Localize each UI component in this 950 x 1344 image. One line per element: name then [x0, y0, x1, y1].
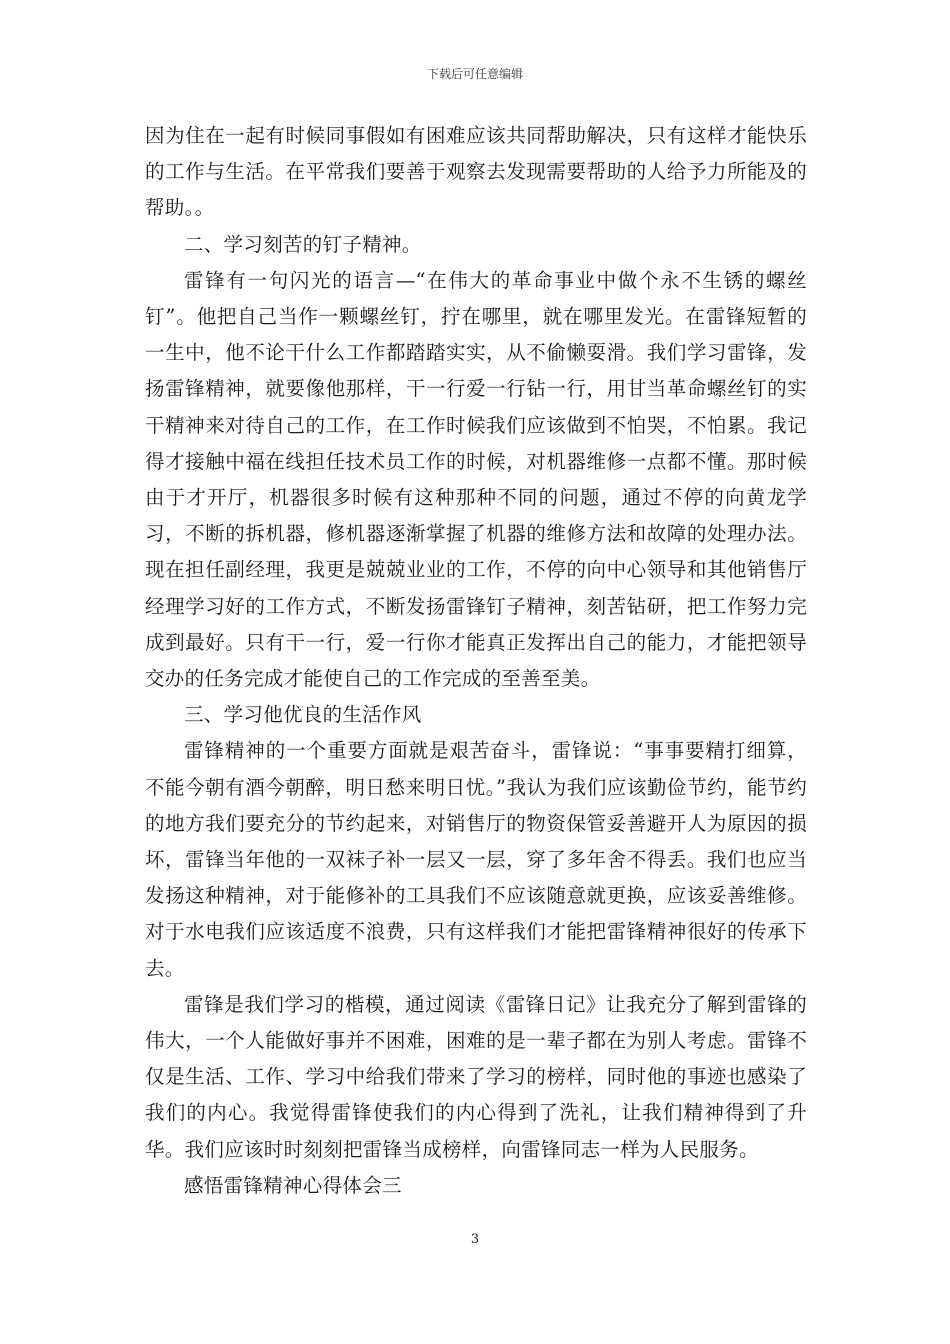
page-number: 3	[470, 1232, 480, 1247]
section-heading-two: 二、学习刻苦的钉子精神。	[184, 232, 422, 256]
paragraph-frugality: 雷锋精神的一个重要方面就是艰苦奋斗，雷锋说：“事事要精打细算，不能今朝有酒今朝醉，明日愁来明日忧。”我认为我们应该勤俭节约，能节约的地方我们要充分的节约起来，对销售厅的物资保管妥善避开人为原因的损坏，雷锋当年他的一双袜子补一层又一层，穿了多年舍不得丢。我们也应当发扬这种精神，对于能修补的工具我们不应该随意就更换，应该妥善维修。对于水电我们应该适度不浪费，只有这样我们才能把雷锋精神很好的传承下去。	[145, 739, 807, 980]
section-heading-three: 三、学习他优良的生活作风	[184, 703, 422, 727]
paragraph-role-model: 雷锋是我们学习的楷模，通过阅读《雷锋日记》让我充分了解到雷锋的伟大，一个人能做好事并不困难，困难的是一辈子都在为别人考虑。雷锋不仅是生活、工作、学习中给我们带来了学习的榜样，同时他的事迹也感染了我们的内心。我觉得雷锋使我们的内心得到了洗礼，让我们精神得到了升华。我们应该时时刻刻把雷锋当成榜样，向雷锋同志一样为人民服务。	[145, 992, 807, 1161]
paragraph-continued: 因为住在一起有时候同事假如有困难应该共同帮助解决，只有这样才能快乐的工作与生活。在平常我们要善于观察去发现需要帮助的人给予力所能及的帮助。。	[145, 124, 807, 220]
next-article-title: 感悟雷锋精神心得体会三	[184, 1173, 402, 1197]
document-body	[145, 118, 807, 1204]
paragraph-nail-spirit: 雷锋有一句闪光的语言—“在伟大的革命事业中做个永不生锈的螺丝钉”。他把自己当作一颗螺丝钉，拧在哪里，就在哪里发光。在雷锋短暂的一生中，他不论干什么工作都踏踏实实，从不偷懒耍滑。我们学习雷锋，发扬雷锋精神，就要像他那样，干一行爱一行钻一行，用甘当革命螺丝钉的实干精神来对待自己的工作，在工作时候我们应该做到不怕哭，不怕累。我记得才接触中福在线担任技术员工作的时候，对机器维修一点都不懂。那时候由于才开厅，机器很多时候有这种那种不同的问题，通过不停的向黄龙学习，不断的拆机器，修机器逐渐掌握了机器的维修方法和故障的处理办法。现在担任副经理，我更是兢兢业业的工作，不停的向中心领导和其他销售厅经理学习好的工作方式，不断发扬雷锋钉子精神，刻苦钻研，把工作努力完成到最好。只有干一行，爱一行你才能真正发挥出自己的能力，才能把领导交办的任务完成才能使自己的工作完成的至善至美。	[145, 268, 807, 691]
page-header: 下载后可任意编辑	[426, 67, 523, 81]
